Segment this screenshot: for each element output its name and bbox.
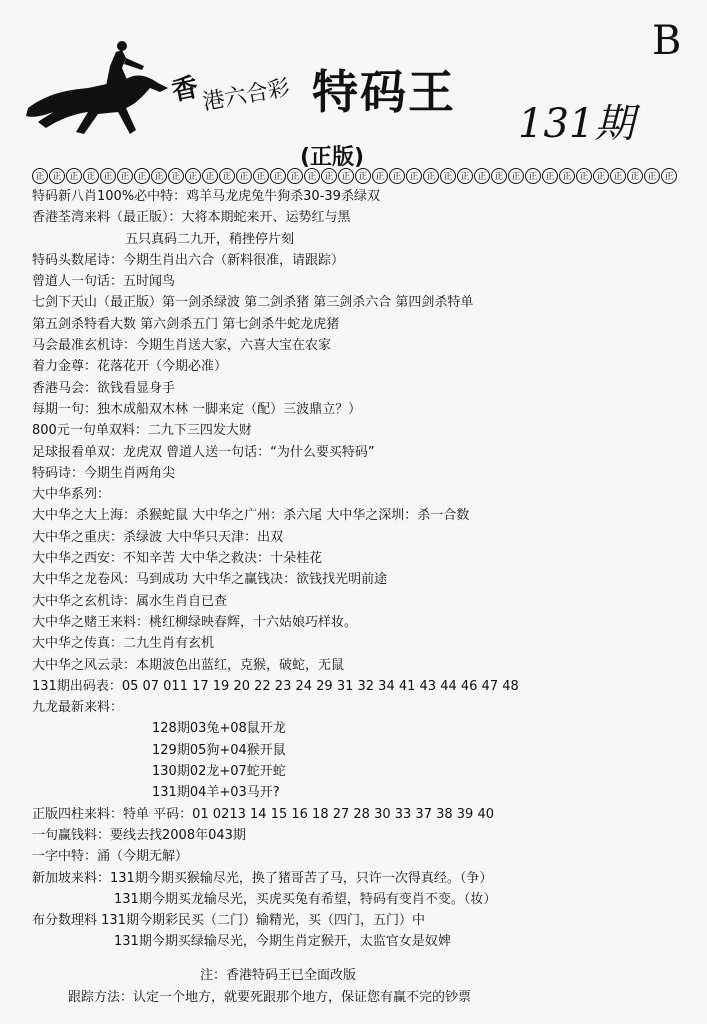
badge-mark: 正	[338, 168, 354, 184]
badge-mark: 正	[117, 168, 133, 184]
text-line: 大中华之赌王来料：桃红柳绿映春辉，十六姑娘巧样妆。	[32, 614, 358, 630]
text-line: 大中华系列：	[32, 487, 111, 503]
badge-mark: 正	[83, 168, 99, 184]
badge-mark: 正	[49, 168, 65, 184]
badge-mark: 正	[202, 168, 218, 184]
text-line: 每期一句：独木成船双木林 一脚来定（配）三波鼎立？）	[32, 401, 362, 417]
text-line: 大中华之重庆：杀绿波 大中华只天津：出双	[32, 529, 284, 545]
text-line: 正版四柱来料：特单 平码：01 0213 14 15 16 18 27 28 30 33 37 38 39 40	[32, 806, 494, 822]
text-line: 香港荃湾来料（最正版）：大将本期蛇来开、运势红与黑	[32, 210, 351, 226]
text-line: 着力金尊：花落花开（今期必准）	[32, 359, 228, 375]
badge-mark: 正	[270, 168, 286, 184]
badge-mark: 正	[440, 168, 456, 184]
badge-mark: 正	[389, 168, 405, 184]
badge-mark: 正	[253, 168, 269, 184]
badge-mark: 正	[406, 168, 422, 184]
badge-mark: 正	[627, 168, 643, 184]
text-line: 曾道人一句话：五时闻鸟	[32, 274, 176, 290]
badge-mark: 正	[321, 168, 337, 184]
badge-mark: 正	[525, 168, 541, 184]
edition-label: (正版)	[300, 145, 365, 170]
badge-mark: 正	[542, 168, 558, 184]
badge-mark: 正	[304, 168, 320, 184]
footer-method: 跟踪方法：认定一个地方，就要死跟那个地方，保证您有赢不完的钞票	[68, 990, 472, 1005]
badge-mark: 正	[593, 168, 609, 184]
text-line: 马会最准玄机诗：今期生肖送大家，六喜大宝在农家	[32, 338, 332, 354]
text-line: 特码新八肖100%必中特：鸡羊马龙虎兔牛狗杀30-39杀绿双	[32, 189, 380, 204]
text-line: 足球报看单双：龙虎双 曾道人送一句话：“为什么要买特码”	[32, 444, 375, 460]
badge-mark: 正	[100, 168, 116, 184]
text-line: 大中华之风云录：本期波色出蓝红，克猴，破蛇，无鼠	[32, 657, 345, 673]
text-line: 131期04羊+03马开?	[152, 785, 280, 801]
badge-mark: 正	[168, 168, 184, 184]
text-line: 七剑下天山（最正版）第一剑杀绿波 第二剑杀猪 第三剑杀六合 第四剑杀特单	[32, 295, 474, 311]
badge-row	[32, 168, 677, 184]
horse-rider-logo	[18, 38, 178, 148]
badge-mark: 正	[610, 168, 626, 184]
text-line: 130期02龙+07蛇开蛇	[152, 764, 286, 780]
badge-mark: 正	[457, 168, 473, 184]
badge-mark: 正	[287, 168, 303, 184]
text-line: 香港马会：欲钱看显身手	[32, 380, 176, 396]
badge-mark: 正	[219, 168, 235, 184]
badge-mark: 正	[474, 168, 490, 184]
badge-mark: 正	[185, 168, 201, 184]
footer-note: 注：香港特码王已全面改版	[200, 968, 357, 983]
text-line: 特码头数尾诗：今期生肖出六合（新料很准，请跟踪）	[32, 252, 345, 268]
text-line: 131期出码表：05 07 011 17 19 20 22 23 24 29 31 32 34 41 43 44 46 47 48	[32, 678, 519, 694]
text-line: 128期03兔+08鼠开龙	[152, 721, 286, 737]
text-line: 131期今期买绿输尽光，今期生肖定猴开，太监官女是奴婢	[114, 934, 451, 950]
badge-mark: 正	[355, 168, 371, 184]
text-line: 129期05狗+04猴开鼠	[152, 742, 286, 758]
badge-mark: 正	[66, 168, 82, 184]
text-line: 布分数理料 131期今期彩民买（二门）输精光，买（四门，五门）中	[32, 913, 425, 929]
text-line: 九龙最新来料：	[32, 700, 124, 716]
badge-mark: 正	[236, 168, 252, 184]
issue-number: 131期	[518, 101, 635, 147]
badge-mark: 正	[661, 168, 677, 184]
badge-mark: 正	[576, 168, 592, 184]
text-line: 新加坡来料：131期今期买猴输尽光，换了猪哥苦了马，只许一次得真经。（争）	[32, 870, 493, 886]
content-lines	[32, 186, 692, 953]
badge-mark: 正	[644, 168, 660, 184]
badge-mark: 正	[151, 168, 167, 184]
badge-mark: 正	[134, 168, 150, 184]
text-line: 特码诗：今期生肖两角尖	[32, 465, 176, 481]
text-line: 一字中特：涌（今期无解）	[32, 849, 189, 865]
badge-mark: 正	[372, 168, 388, 184]
text-line: 一句赢钱料：要线去找2008年043期	[32, 827, 246, 843]
text-line: 大中华之玄机诗：属水生肖自已查	[32, 593, 228, 609]
text-line: 第五剑杀特看大数 第六剑杀五门 第七剑杀牛蛇龙虎猪	[32, 316, 340, 332]
text-line: 大中华之大上海：杀猴蛇鼠 大中华之广州：杀六尾 大中华之深圳：杀一合数	[32, 508, 470, 524]
text-line: 大中华之龙卷风：马到成功 大中华之赢钱决：欲钱找光明前途	[32, 572, 388, 588]
title-hongkong: 香	[169, 72, 201, 108]
badge-mark: 正	[491, 168, 507, 184]
badge-mark: 正	[508, 168, 524, 184]
page-title: 特码王	[312, 65, 456, 119]
badge-mark: 正	[32, 168, 48, 184]
text-line: 131期今期买龙输尽光，买虎买兔有希望，特码有变肖不变。（妆）	[114, 891, 497, 907]
text-line: 大中华之西安：不知辛苦 大中华之救决：十朵桂花	[32, 551, 323, 567]
badge-mark: 正	[423, 168, 439, 184]
corner-letter: B	[652, 18, 682, 64]
text-line: 800元一句单双料：二九下三四发大财	[32, 423, 252, 439]
title-lottery: 港六合彩	[200, 75, 292, 116]
text-line: 五只真码二九开，稍挫停片刻	[125, 231, 295, 247]
text-line: 大中华之传真：二九生肖有玄机	[32, 636, 215, 652]
badge-mark: 正	[559, 168, 575, 184]
